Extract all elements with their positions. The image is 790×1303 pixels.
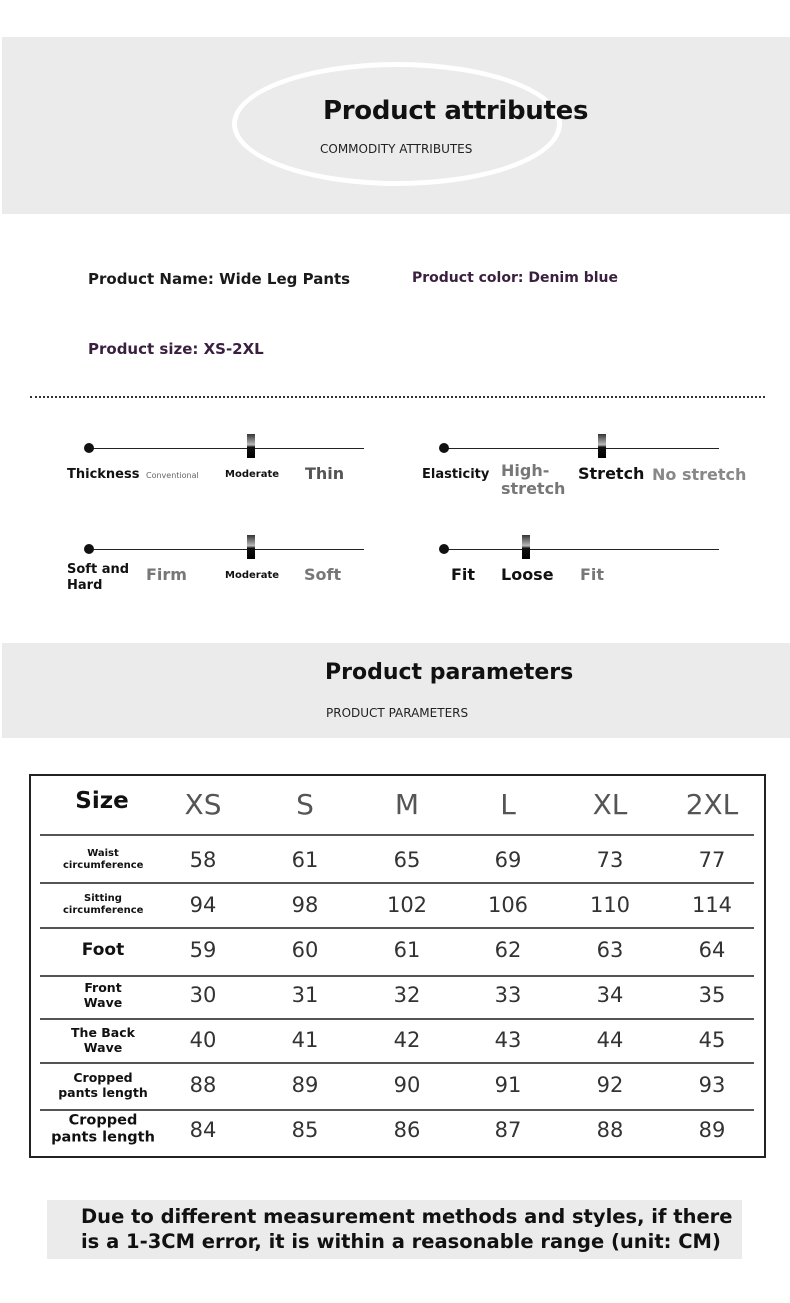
table-cell: 77 <box>698 848 726 872</box>
table-cell: 63 <box>596 938 624 962</box>
option-thin: Thin <box>305 464 345 483</box>
attributes-title: Product attributes <box>323 96 589 126</box>
table-row-separator <box>40 1109 754 1111</box>
option-firm: Firm <box>146 565 187 584</box>
size-header-label: Size <box>75 788 129 814</box>
table-cell: 61 <box>393 938 421 962</box>
table-cell: 84 <box>189 1118 217 1142</box>
parameters-title: Product parameters <box>325 660 574 685</box>
attribute-label-soft-hard: Soft and Hard <box>67 562 130 593</box>
table-cell: 73 <box>596 848 624 872</box>
table-cell: 86 <box>393 1118 421 1142</box>
slider-start-dot <box>84 443 94 453</box>
slider-track <box>445 549 719 550</box>
attributes-subtitle: COMMODITY ATTRIBUTES <box>320 142 473 156</box>
table-cell: 33 <box>494 983 522 1007</box>
option-conventional: Conventional <box>146 471 199 480</box>
parameters-banner <box>2 643 790 738</box>
attribute-label-fit: Fit <box>451 565 476 584</box>
slider-start-dot <box>439 544 449 554</box>
table-cell: 44 <box>596 1028 624 1052</box>
table-cell: 61 <box>291 848 319 872</box>
row-label: Cropped pants length <box>58 1070 148 1100</box>
table-cell: 93 <box>698 1073 726 1097</box>
option-stretch: Stretch <box>578 464 645 483</box>
table-cell: 45 <box>698 1028 726 1052</box>
table-cell: 89 <box>291 1073 319 1097</box>
table-cell: 59 <box>189 938 217 962</box>
table-cell: 31 <box>291 983 319 1007</box>
attribute-label-elasticity: Elasticity <box>422 467 490 482</box>
size-header-s: S <box>296 788 314 821</box>
table-cell: 69 <box>494 848 522 872</box>
table-cell: 87 <box>494 1118 522 1142</box>
row-label: Front Wave <box>83 980 123 1010</box>
table-cell: 43 <box>494 1028 522 1052</box>
size-header-xs: XS <box>184 788 222 821</box>
table-cell: 65 <box>393 848 421 872</box>
row-label: Cropped pants length <box>51 1112 155 1146</box>
row-label: Foot <box>81 939 125 960</box>
table-cell: 114 <box>691 893 733 917</box>
size-header-xl: XL <box>592 788 628 821</box>
table-cell: 42 <box>393 1028 421 1052</box>
table-row-separator <box>40 834 754 836</box>
size-header-m: M <box>394 788 420 821</box>
option-high-stretch: High-stretch <box>501 461 566 498</box>
table-cell: 85 <box>291 1118 319 1142</box>
table-cell: 30 <box>189 983 217 1007</box>
option-moderate: Moderate <box>225 570 280 581</box>
parameters-subtitle: PRODUCT PARAMETERS <box>326 706 469 720</box>
option-soft: Soft <box>304 565 342 584</box>
option-moderate: Moderate <box>225 469 280 480</box>
option-loose: Loose <box>501 565 554 584</box>
option-no-stretch: No stretch <box>652 465 747 484</box>
size-table <box>29 774 766 1158</box>
table-cell: 88 <box>596 1118 624 1142</box>
row-label: The Back Wave <box>71 1025 135 1055</box>
table-cell: 110 <box>589 893 631 917</box>
table-cell: 94 <box>189 893 217 917</box>
table-cell: 90 <box>393 1073 421 1097</box>
table-cell: 60 <box>291 938 319 962</box>
section-divider <box>30 396 765 398</box>
measurement-note: Due to different measurement methods and styles, if there is a 1-3CM error, it is within a reasonable range (unit: CM) <box>81 1205 733 1253</box>
table-row-separator <box>40 1062 754 1064</box>
slider-track <box>445 448 719 449</box>
product-name: Product Name: Wide Leg Pants <box>88 270 351 288</box>
slider-start-dot <box>84 544 94 554</box>
table-cell: 35 <box>698 983 726 1007</box>
table-cell: 106 <box>487 893 529 917</box>
table-row-separator <box>40 975 754 977</box>
slider-marker <box>247 535 255 559</box>
table-cell: 98 <box>291 893 319 917</box>
size-header-2xl: 2XL <box>685 788 739 821</box>
slider-marker <box>247 434 255 458</box>
row-label: Sitting circumference <box>63 893 144 916</box>
slider-marker <box>598 434 606 458</box>
size-header-l: L <box>500 788 516 821</box>
table-cell: 62 <box>494 938 522 962</box>
table-row-separator <box>40 882 754 884</box>
table-cell: 88 <box>189 1073 217 1097</box>
slider-track <box>90 448 364 449</box>
table-cell: 89 <box>698 1118 726 1142</box>
table-cell: 34 <box>596 983 624 1007</box>
slider-start-dot <box>439 443 449 453</box>
table-cell: 102 <box>386 893 428 917</box>
table-cell: 40 <box>189 1028 217 1052</box>
product-size: Product size: XS-2XL <box>88 340 264 358</box>
table-cell: 32 <box>393 983 421 1007</box>
table-cell: 41 <box>291 1028 319 1052</box>
table-row-separator <box>40 927 754 929</box>
table-cell: 64 <box>698 938 726 962</box>
product-color: Product color: Denim blue <box>412 270 618 286</box>
table-cell: 91 <box>494 1073 522 1097</box>
table-row-separator <box>40 1018 754 1020</box>
option-fit: Fit <box>580 565 605 584</box>
slider-marker <box>522 535 530 559</box>
table-cell: 92 <box>596 1073 624 1097</box>
attribute-label-thickness: Thickness <box>67 467 140 482</box>
table-cell: 58 <box>189 848 217 872</box>
slider-track <box>90 549 364 550</box>
row-label: Waist circumference <box>63 848 144 871</box>
